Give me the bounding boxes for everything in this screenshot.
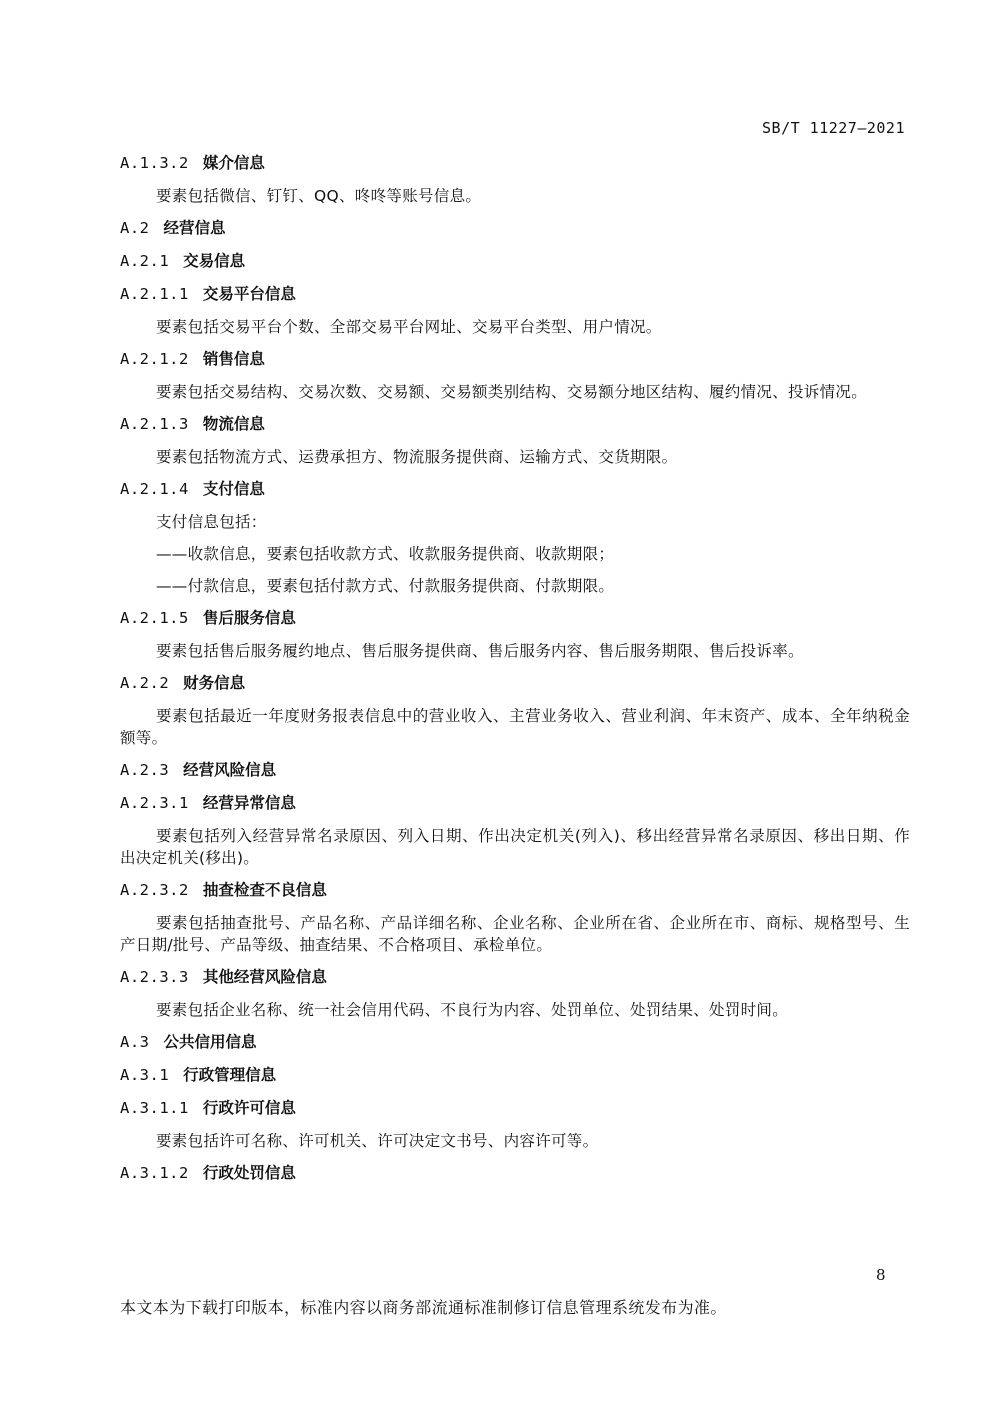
section-number: A.2.1.5: [120, 609, 189, 627]
section-title: 交易信息: [183, 252, 246, 270]
section-heading: [120, 152, 910, 175]
section-heading: [120, 1162, 910, 1185]
section-heading: [120, 1097, 910, 1120]
section-title: 行政处罚信息: [202, 1164, 296, 1182]
section-title: 经营信息: [163, 219, 226, 237]
paragraph: 要素包括物流方式、运费承担方、物流服务提供商、运输方式、交货期限。: [156, 448, 678, 466]
section-heading: [120, 1031, 910, 1054]
section-number: A.3: [120, 1033, 150, 1051]
page-number: 8: [876, 1266, 886, 1284]
section-heading: [120, 1064, 910, 1087]
section-heading: [120, 966, 910, 989]
section-number: A.3.1.2: [120, 1164, 189, 1182]
section-heading: [120, 759, 910, 782]
section-heading: [120, 478, 910, 501]
paragraph: ——付款信息，要素包括付款方式、付款服务提供商、付款期限。: [156, 577, 615, 595]
paragraph: 要素包括列入经营异常名录原因、列入日期、作出决定机关(列入)、移出经营异常名录原因、移出日期、作出决定机关(移出)。: [120, 827, 910, 867]
section-heading: [120, 672, 910, 695]
section-number: A.3.1.1: [120, 1099, 189, 1117]
paragraph: 要素包括售后服务履约地点、售后服务提供商、售后服务内容、售后服务期限、售后投诉率。: [156, 642, 804, 660]
section-number: A.2.3.3: [120, 968, 189, 986]
section-heading: [120, 607, 910, 630]
section-number: A.2.1.1: [120, 285, 189, 303]
section-number: A.2.3: [120, 761, 170, 779]
section-title: 交易平台信息: [202, 285, 296, 303]
section-heading: [120, 413, 910, 436]
section-title: 媒介信息: [202, 154, 265, 172]
standard-code: SB/T 11227—2021: [762, 119, 905, 137]
section-heading: [120, 792, 910, 815]
section-title: 行政许可信息: [202, 1099, 296, 1117]
section-title: 物流信息: [202, 415, 265, 433]
section-heading: [120, 283, 910, 306]
section-title: 公共信用信息: [163, 1033, 257, 1051]
section-title: 行政管理信息: [183, 1066, 277, 1084]
section-heading: [120, 250, 910, 273]
section-title: 抽查检查不良信息: [202, 881, 327, 899]
paragraph: 要素包括交易平台个数、全部交易平台网址、交易平台类型、用户情况。: [156, 318, 662, 336]
section-number: A.2.2: [120, 674, 170, 692]
section-title: 售后服务信息: [202, 609, 296, 627]
section-title: 经营异常信息: [202, 794, 296, 812]
paragraph: 要素包括抽查批号、产品名称、产品详细名称、企业名称、企业所在省、企业所在市、商标、规格型号、生产日期/批号、产品等级、抽查结果、不合格项目、承检单位。: [120, 914, 910, 954]
section-title: 销售信息: [202, 350, 265, 368]
section-number: A.1.3.2: [120, 154, 189, 172]
paragraph: 要素包括交易结构、交易次数、交易额、交易额类别结构、交易额分地区结构、履约情况、投诉情况。: [156, 383, 868, 401]
paragraph: 要素包括微信、钉钉、QQ、咚咚等账号信息。: [156, 187, 482, 205]
section-number: A.2.1: [120, 252, 170, 270]
section-title: 其他经营风险信息: [202, 968, 327, 986]
paragraph: ——收款信息，要素包括收款方式、收款服务提供商、收款期限；: [156, 545, 615, 563]
paragraph: 要素包括企业名称、统一社会信用代码、不良行为内容、处罚单位、处罚结果、处罚时间。: [156, 1001, 789, 1019]
section-number: A.2.3.1: [120, 794, 189, 812]
paragraph: 要素包括许可名称、许可机关、许可决定文书号、内容许可等。: [156, 1132, 599, 1150]
document-body: [120, 152, 910, 1195]
paragraph: 要素包括最近一年度财务报表信息中的营业收入、主营业务收入、营业利润、年末资产、成本、全年纳税金额等。: [120, 707, 910, 747]
footer-note: 本文本为下载打印版本，标准内容以商务部流通标准制修订信息管理系统发布为准。: [120, 1298, 727, 1317]
section-number: A.2.1.3: [120, 415, 189, 433]
paragraph: 支付信息包括：: [156, 513, 267, 531]
section-number: A.2.3.2: [120, 881, 189, 899]
section-title: 经营风险信息: [183, 761, 277, 779]
section-number: A.2.1.4: [120, 480, 189, 498]
section-heading: [120, 217, 910, 240]
section-heading: [120, 348, 910, 371]
section-number: A.2.1.2: [120, 350, 189, 368]
section-number: A.2: [120, 219, 150, 237]
section-heading: [120, 879, 910, 902]
section-title: 财务信息: [183, 674, 246, 692]
section-title: 支付信息: [202, 480, 265, 498]
section-number: A.3.1: [120, 1066, 170, 1084]
